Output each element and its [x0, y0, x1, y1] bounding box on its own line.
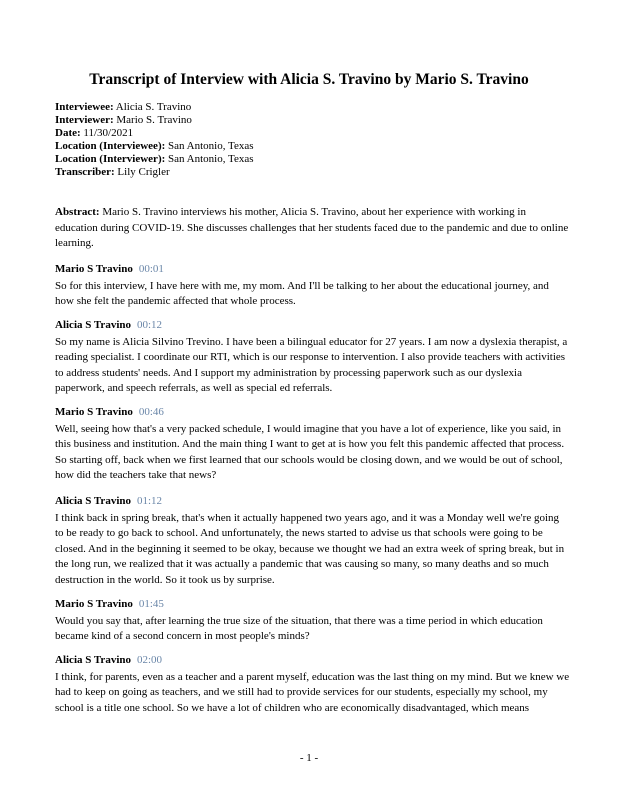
meta-label: Transcriber: — [55, 166, 115, 178]
abstract — [55, 205, 570, 252]
transcript-turn — [55, 262, 570, 310]
speaker-name: Mario S Travino — [55, 598, 133, 610]
meta-interviewee — [55, 101, 254, 114]
meta-value: Mario S. Travino — [116, 114, 192, 126]
meta-value: 11/30/2021 — [83, 127, 134, 139]
speaker-name: Alicia S Travino — [55, 495, 131, 507]
page-number: - 1 - — [299, 752, 319, 764]
speaker-name: Alicia S Travino — [55, 654, 131, 666]
transcript-turn — [55, 653, 570, 716]
meta-value: San Antonio, Texas — [168, 140, 254, 152]
timestamp: 01:12 — [137, 495, 163, 507]
timestamp: 00:01 — [138, 263, 164, 275]
abstract-text: Mario S. Travino interviews his mother, Alicia S. Travino, about her experience with working in education during COVID-19. She discusses challenges that her students faced due to the pandemic and due to online learning. — [55, 206, 569, 249]
transcript-turn — [55, 405, 570, 484]
abstract-label: Abstract: — [55, 206, 100, 218]
turn-text: I think, for parents, even as a teacher and a parent myself, education was the last thing on my mind. But we knew we had to keep on going as teachers, and we still had to provide services for our students, especially my school, my school is a title one school. So we have a lot of children who are economically disadvantaged, which means — [55, 670, 570, 714]
meta-value: Lily Crigler — [117, 166, 170, 178]
turn-text: I think back in spring break, that's when it actually happened two years ago, and it was a Monday well we're going to be ready to go back to school. And unfortunately, the news started to advise us that schools were going to be closed. And in the beginning it seemed to be okay, because we thought we had an extra week of spring break, but in the long run, we realized that it was actually a pandemic that was causing so many, so many deaths and so much destruction in the world. So it took us by surprise. — [55, 511, 565, 586]
speaker-name: Mario S Travino — [55, 263, 133, 275]
speaker-name: Alicia S Travino — [55, 319, 131, 331]
meta-label: Interviewer: — [55, 114, 114, 126]
meta-transcriber — [55, 166, 254, 179]
meta-label: Interviewee: — [55, 101, 114, 113]
document-title: Transcript of Interview with Alicia S. Travino by Mario S. Travino — [89, 71, 529, 88]
meta-label: Date: — [55, 127, 81, 139]
turn-text: So for this interview, I have here with me, my mom. And I'll be talking to her about the educational journey, and how she felt the pandemic affected that whole process. — [55, 279, 549, 307]
speaker-name: Mario S Travino — [55, 406, 133, 418]
transcript-turn — [55, 318, 570, 397]
meta-date — [55, 127, 254, 140]
meta-location-interviewee — [55, 140, 254, 153]
transcript-turn — [55, 597, 570, 645]
meta-label: Location (Interviewee): — [55, 140, 166, 152]
timestamp: 01:45 — [138, 598, 164, 610]
meta-value: San Antonio, Texas — [168, 153, 254, 165]
meta-location-interviewer — [55, 153, 254, 166]
timestamp: 00:12 — [137, 319, 163, 331]
meta-value: Alicia S. Travino — [115, 101, 192, 113]
turn-text: Well, seeing how that's a very packed schedule, I would imagine that you have a lot of experience, like you said, in this business and institution. And the main thing I want to get at is how you felt this pandemic affected that process. So starting off, back when we first learned that our schools would be closing down, and we would be out of school, how did the teachers take that news? — [55, 422, 565, 481]
meta-label: Location (Interviewer): — [55, 153, 166, 165]
turn-text: So my name is Alicia Silvino Trevino. I have been a bilingual educator for 27 years. I am now a dyslexia therapist, a reading specialist. I coordinate our RTI, which is our response to intervention. I also provide teachers with activities to address students' needs. And I support my administration by processing paperwork such as our dyslexia paperwork, and speech referrals, as well as special ed referrals. — [55, 335, 568, 394]
turn-text: Would you say that, after learning the true size of the situation, that there was a time period in which education became kind of a second concern in most people's minds? — [55, 614, 543, 642]
transcript-turn — [55, 494, 570, 588]
timestamp: 00:46 — [138, 406, 164, 418]
interview-metadata — [55, 101, 254, 179]
timestamp: 02:00 — [137, 654, 163, 666]
meta-interviewer — [55, 114, 254, 127]
